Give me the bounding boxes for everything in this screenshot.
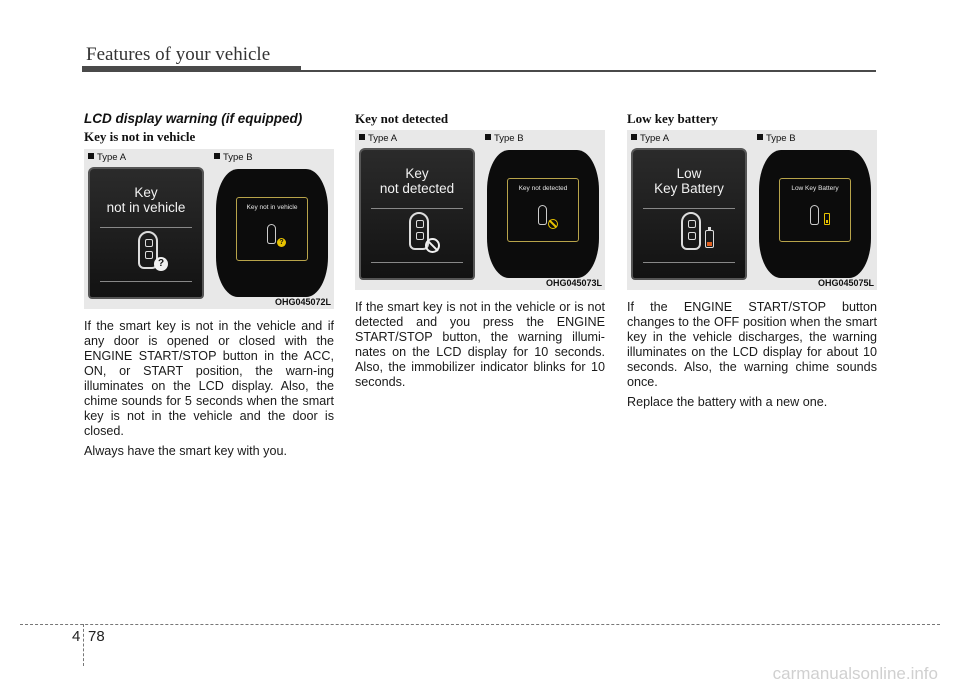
- footer-divider: [83, 624, 84, 666]
- figure-key-not-in-vehicle: [84, 149, 334, 309]
- lcd-divider: [643, 208, 735, 209]
- figure-type-b: [753, 130, 877, 290]
- battery-icon: [705, 230, 714, 248]
- smart-key-icon: [810, 205, 819, 225]
- figure-type-a: [627, 130, 751, 290]
- section-title: LCD display warning (if equipped): [84, 111, 303, 126]
- figure-key-not-detected: [355, 130, 605, 290]
- figure-type-a: [355, 130, 479, 290]
- type-a-label: Type A: [88, 152, 126, 163]
- figure-code: OHG045072L: [274, 297, 331, 307]
- figure-type-a: [84, 149, 208, 309]
- lcd-message: Key not detected: [379, 166, 455, 196]
- prohibited-icon: [425, 238, 440, 253]
- type-b-label: Type B: [485, 133, 524, 144]
- lcd-divider: [371, 208, 463, 209]
- lcd-b-message: Low Key Battery: [791, 185, 839, 192]
- lcd-message: Low Key Battery: [654, 166, 724, 196]
- lcd-message: Key not in vehicle: [106, 185, 186, 215]
- question-mark-icon: ?: [277, 238, 286, 247]
- figure-code: OHG045073L: [545, 278, 602, 288]
- lcd-divider: [100, 281, 192, 282]
- footer-rule: [20, 624, 940, 625]
- watermark: carmanualsonline.info: [772, 664, 938, 683]
- header-rule-thick: [82, 66, 301, 72]
- header-rule-thin: [301, 70, 876, 72]
- column-key-not-detected: [355, 110, 605, 390]
- smart-key-icon: [267, 224, 276, 244]
- column-key-not-in-vehicle: [84, 110, 334, 459]
- lcd-display-type-a: [631, 148, 747, 280]
- sub-title: Low key battery: [627, 111, 718, 126]
- sub-title: Key is not in vehicle: [84, 129, 196, 144]
- column-low-key-battery: [627, 110, 877, 410]
- battery-icon: [824, 213, 830, 225]
- lcd-display-type-b: [487, 150, 599, 278]
- page-header-title: Features of your vehicle: [86, 44, 271, 65]
- figure-low-key-battery: [627, 130, 877, 290]
- body-paragraph: If the smart key is not in the vehicle and if any door is opened or closed with the ENGINE START/STOP button in the ACC, ON, or START position, the warn-ing illuminates on the LCD display. Also, the chime sounds for 5 seconds when the smart key is not in the vehicle and the door is closed.: [84, 319, 334, 438]
- type-a-label: Type A: [631, 133, 669, 144]
- lcd-b-frame: [779, 178, 851, 242]
- figure-type-b: [210, 149, 334, 309]
- lcd-display-type-a: [88, 167, 204, 299]
- lcd-display-type-b: [216, 169, 328, 297]
- figure-code: OHG045075L: [817, 278, 874, 288]
- lcd-display-type-a: [359, 148, 475, 280]
- page-number: 78: [88, 628, 105, 645]
- smart-key-icon: [538, 205, 547, 225]
- type-b-label: Type B: [757, 133, 796, 144]
- lcd-display-type-b: [759, 150, 871, 278]
- prohibited-icon: [548, 219, 558, 229]
- body-paragraph: If the ENGINE START/STOP button changes to the OFF position when the smart key in the vehicle discharges, the warning illuminates on the LCD display for about 10 seconds. Also, the warning chime sounds once.: [627, 300, 877, 389]
- lcd-b-message: Key not detected: [518, 185, 568, 192]
- lcd-divider: [371, 262, 463, 263]
- body-paragraph: Always have the smart key with you.: [84, 444, 287, 458]
- body-paragraph: If the smart key is not in the vehicle or is not detected and you press the ENGINE START/STOP button, the warning illumi-nates on the LCD display for 10 seconds. Also, the immobilizer indicator blinks for 10 seconds.: [355, 300, 605, 389]
- lcd-divider: [100, 227, 192, 228]
- lcd-b-frame: [236, 197, 308, 261]
- figure-type-b: [481, 130, 605, 290]
- type-a-label: Type A: [359, 133, 397, 144]
- type-b-label: Type B: [214, 152, 253, 163]
- question-mark-icon: ?: [154, 257, 168, 271]
- lcd-divider: [643, 262, 735, 263]
- lcd-b-message: Key not in vehicle: [246, 204, 298, 211]
- chapter-number: 4: [72, 628, 81, 645]
- body-paragraph: Replace the battery with a new one.: [627, 395, 828, 409]
- smart-key-icon: [681, 212, 701, 250]
- lcd-b-frame: [507, 178, 579, 242]
- sub-title: Key not detected: [355, 111, 449, 126]
